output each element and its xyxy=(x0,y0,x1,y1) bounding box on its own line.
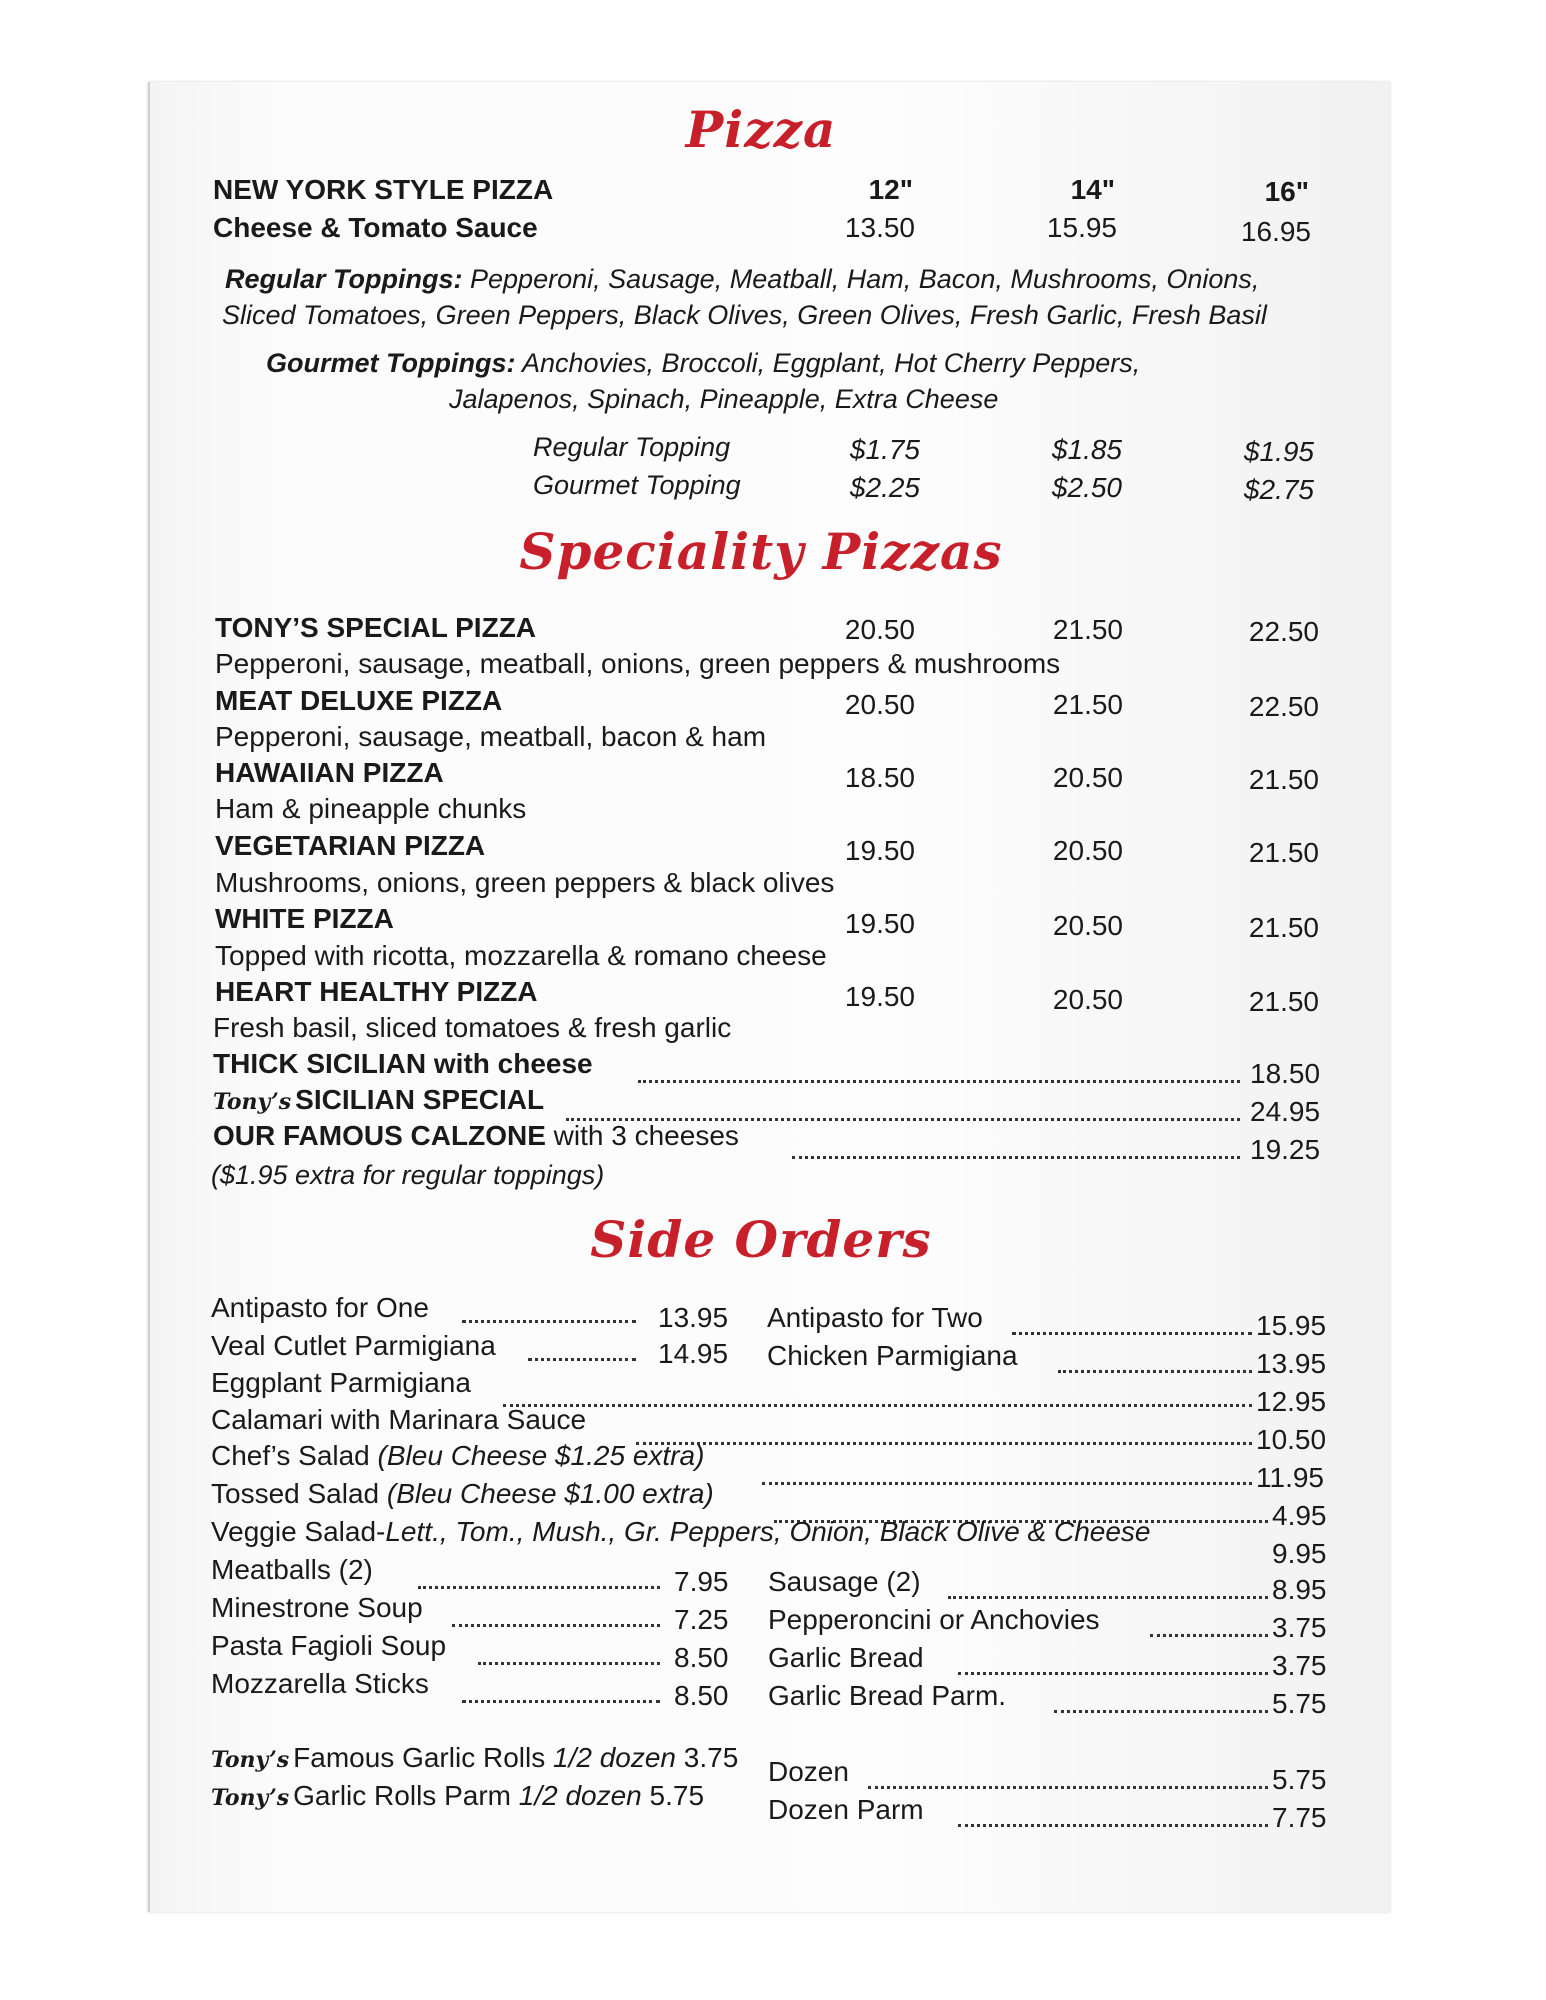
antipasto-two-name: Antipasto for Two xyxy=(767,1302,983,1333)
ny-price-16: 16.95 xyxy=(1240,216,1311,247)
regular-toppings-text-1: Pepperoni, Sausage, Meatball, Ham, Bacon, Mushrooms, Onions, xyxy=(470,264,1260,294)
sicilian-special-name xyxy=(213,1084,544,1116)
gourmet-topping-label: Gourmet Topping xyxy=(533,470,741,500)
speciality-price-12: 19.50 xyxy=(844,908,915,939)
tonys-script-logo: Tony’s xyxy=(213,1089,292,1115)
speciality-item-name: MEAT DELUXE PIZZA xyxy=(215,685,503,716)
ny-price-14: 15.95 xyxy=(1046,212,1117,243)
garlic-rolls-name xyxy=(211,1742,738,1774)
antipasto-one-price: 13.95 xyxy=(658,1302,729,1333)
chefs-salad-name xyxy=(211,1440,704,1472)
mozzarella-price: 8.50 xyxy=(674,1680,729,1711)
antipasto-one-name: Antipasto for One xyxy=(211,1292,429,1323)
dozen-name: Dozen xyxy=(768,1756,849,1787)
mozzarella-name: Mozzarella Sticks xyxy=(211,1668,429,1699)
speciality-item-desc: Ham & pineapple chunks xyxy=(215,793,527,824)
size-16: 16" xyxy=(1264,176,1309,207)
speciality-price-14: 20.50 xyxy=(1052,835,1123,866)
garlic-rolls-parm-name xyxy=(211,1780,704,1812)
calzone-suffix: with 3 cheeses xyxy=(553,1120,739,1151)
veggie-salad-name xyxy=(211,1516,1151,1548)
regular-toppings-line-2: Sliced Tomatoes, Green Peppers, Black Olives, Green Olives, Fresh Garlic, Fresh Basil xyxy=(222,300,1267,330)
gourmet-toppings-label: Gourmet Toppings: xyxy=(266,348,516,378)
speciality-price-16: 21.50 xyxy=(1248,764,1319,795)
leader-dots xyxy=(1012,1332,1252,1335)
veggie-salad-note: Lett., Tom., Mush., Gr. Peppers, Onion, Black Olive & Cheese xyxy=(385,1516,1151,1547)
leader-dots xyxy=(452,1624,660,1627)
pizza-heading: Pizza xyxy=(685,100,837,159)
gourmet-toppings-line-1 xyxy=(266,348,1140,379)
sicilian-special-label: SICILIAN SPECIAL xyxy=(295,1084,545,1115)
speciality-price-14: 20.50 xyxy=(1052,984,1123,1015)
side-orders-heading: Side Orders xyxy=(590,1210,932,1269)
meatballs-price: 7.95 xyxy=(674,1566,729,1597)
garlic-rolls-parm-price: 5.75 xyxy=(649,1780,705,1811)
veggie-salad-label: Veggie Salad- xyxy=(211,1516,386,1547)
tonys-script-logo: Tony’s xyxy=(211,1785,290,1811)
speciality-price-14: 21.50 xyxy=(1052,614,1123,645)
calzone-note: ($1.95 extra for regular toppings) xyxy=(211,1160,605,1190)
leader-dots xyxy=(528,1358,636,1361)
speciality-price-12: 20.50 xyxy=(844,689,915,720)
speciality-price-16: 22.50 xyxy=(1248,691,1319,722)
sicilian-special-price: 24.95 xyxy=(1250,1096,1321,1127)
calzone-label: OUR FAMOUS CALZONE xyxy=(213,1120,546,1151)
veggie-salad-price: 9.95 xyxy=(1272,1538,1327,1569)
garlic-rolls-label: Famous Garlic Rolls xyxy=(293,1742,546,1773)
dozen-parm-price: 7.75 xyxy=(1272,1802,1327,1833)
speciality-item-name: HEART HEALTHY PIZZA xyxy=(215,976,538,1007)
antipasto-two-price: 15.95 xyxy=(1256,1310,1327,1341)
chicken-name: Chicken Parmigiana xyxy=(767,1340,1018,1371)
chefs-salad-price: 11.95 xyxy=(1256,1462,1324,1493)
speciality-price-12: 19.50 xyxy=(844,981,915,1012)
sausage-price: 8.95 xyxy=(1272,1574,1327,1605)
calzone-name xyxy=(213,1120,739,1152)
calamari-price: 10.50 xyxy=(1256,1424,1327,1455)
gourmet-topping-price-12: $2.25 xyxy=(849,472,920,503)
chefs-salad-note: (Bleu Cheese $1.25 extra) xyxy=(377,1440,705,1471)
regular-topping-label: Regular Topping xyxy=(533,432,731,462)
leader-dots xyxy=(958,1824,1268,1827)
gourmet-topping-price-14: $2.50 xyxy=(1051,472,1122,503)
speciality-price-12: 20.50 xyxy=(844,614,915,645)
ny-pizza-title: NEW YORK STYLE PIZZA xyxy=(213,174,554,205)
veal-price: 14.95 xyxy=(658,1338,729,1369)
meatballs-name: Meatballs (2) xyxy=(211,1554,373,1585)
tossed-salad-name xyxy=(211,1478,714,1510)
gourmet-toppings-text-1: Anchovies, Broccoli, Eggplant, Hot Cherry Peppers, xyxy=(521,348,1141,378)
tonys-script-logo: Tony’s xyxy=(211,1747,290,1773)
ny-pizza-subtitle: Cheese & Tomato Sauce xyxy=(213,212,538,243)
speciality-price-14: 21.50 xyxy=(1052,689,1123,720)
calamari-name: Calamari with Marinara Sauce xyxy=(211,1404,587,1435)
leader-dots xyxy=(478,1662,660,1665)
chicken-price: 13.95 xyxy=(1256,1348,1327,1379)
pepperoncini-name: Pepperoncini or Anchovies xyxy=(768,1604,1100,1635)
leader-dots xyxy=(462,1320,636,1323)
regular-toppings-label: Regular Toppings: xyxy=(225,264,463,294)
size-12: 12" xyxy=(868,174,913,205)
leader-dots xyxy=(1058,1370,1252,1373)
thick-sicilian-price: 18.50 xyxy=(1250,1058,1321,1089)
speciality-price-14: 20.50 xyxy=(1052,762,1123,793)
chefs-salad-label: Chef’s Salad xyxy=(211,1440,370,1471)
calzone-price: 19.25 xyxy=(1250,1134,1321,1165)
garlic-rolls-parm-label: Garlic Rolls Parm xyxy=(293,1780,511,1811)
leader-dots xyxy=(958,1672,1268,1675)
speciality-price-14: 20.50 xyxy=(1052,910,1123,941)
leader-dots xyxy=(418,1586,660,1589)
veal-name: Veal Cutlet Parmigiana xyxy=(211,1330,496,1361)
speciality-item-desc: Topped with ricotta, mozzarella & romano cheese xyxy=(215,940,827,971)
leader-dots xyxy=(792,1156,1240,1159)
leader-dots xyxy=(868,1786,1268,1789)
ny-price-12: 13.50 xyxy=(844,212,915,243)
speciality-item-name: VEGETARIAN PIZZA xyxy=(215,830,486,861)
tossed-salad-price: 4.95 xyxy=(1272,1500,1327,1531)
sausage-name: Sausage (2) xyxy=(768,1566,921,1597)
gourmet-topping-price-16: $2.75 xyxy=(1243,474,1314,505)
speciality-price-12: 19.50 xyxy=(844,835,915,866)
garlic-bread-price: 3.75 xyxy=(1272,1650,1327,1681)
leader-dots xyxy=(762,1482,1252,1485)
garlic-bread-parm-name: Garlic Bread Parm. xyxy=(768,1680,1007,1711)
dozen-parm-name: Dozen Parm xyxy=(768,1794,924,1825)
garlic-bread-name: Garlic Bread xyxy=(768,1642,924,1673)
speciality-heading: Speciality Pizzas xyxy=(519,522,1003,581)
speciality-price-16: 22.50 xyxy=(1248,616,1319,647)
dozen-price: 5.75 xyxy=(1272,1764,1327,1795)
speciality-price-16: 21.50 xyxy=(1248,837,1319,868)
eggplant-name: Eggplant Parmigiana xyxy=(211,1367,471,1398)
fagioli-price: 8.50 xyxy=(674,1642,729,1673)
garlic-rolls-parm-qty: 1/2 dozen xyxy=(518,1780,642,1811)
speciality-item-desc: Fresh basil, sliced tomatoes & fresh garlic xyxy=(213,1012,732,1043)
speciality-item-desc: Pepperoni, sausage, meatball, onions, green peppers & mushrooms xyxy=(215,648,1061,679)
regular-topping-price-14: $1.85 xyxy=(1051,434,1122,465)
leader-dots xyxy=(638,1080,1240,1083)
minestrone-price: 7.25 xyxy=(674,1604,729,1635)
garlic-bread-parm-price: 5.75 xyxy=(1272,1688,1327,1719)
thick-sicilian-name: THICK SICILIAN with cheese xyxy=(213,1048,593,1079)
speciality-price-12: 18.50 xyxy=(844,762,915,793)
regular-topping-price-12: $1.75 xyxy=(849,434,920,465)
speciality-item-name: HAWAIIAN PIZZA xyxy=(215,757,444,788)
tossed-salad-note: (Bleu Cheese $1.00 extra) xyxy=(386,1478,714,1509)
leader-dots xyxy=(948,1596,1268,1599)
leader-dots xyxy=(1054,1710,1268,1713)
gourmet-toppings-line-2: Jalapenos, Spinach, Pineapple, Extra Cheese xyxy=(449,384,999,414)
leader-dots xyxy=(462,1700,660,1703)
tossed-salad-label: Tossed Salad xyxy=(211,1478,380,1509)
regular-toppings-line-1 xyxy=(225,264,1259,295)
fagioli-name: Pasta Fagioli Soup xyxy=(211,1630,447,1661)
garlic-rolls-price: 3.75 xyxy=(683,1742,739,1773)
size-14: 14" xyxy=(1070,174,1115,205)
eggplant-price: 12.95 xyxy=(1256,1386,1327,1417)
speciality-item-desc: Mushrooms, onions, green peppers & black olives xyxy=(215,867,835,898)
speciality-item-desc: Pepperoni, sausage, meatball, bacon & ham xyxy=(215,721,767,752)
leader-dots xyxy=(503,1404,1252,1407)
speciality-item-name: WHITE PIZZA xyxy=(215,903,394,934)
leader-dots xyxy=(636,1442,1252,1445)
speciality-price-16: 21.50 xyxy=(1248,912,1319,943)
speciality-price-16: 21.50 xyxy=(1248,986,1319,1017)
pepperoncini-price: 3.75 xyxy=(1272,1612,1327,1643)
regular-topping-price-16: $1.95 xyxy=(1243,436,1314,467)
speciality-item-name: TONY’S SPECIAL PIZZA xyxy=(215,612,537,643)
leader-dots xyxy=(1150,1634,1268,1637)
minestrone-name: Minestrone Soup xyxy=(211,1592,423,1623)
garlic-rolls-qty: 1/2 dozen xyxy=(553,1742,676,1773)
